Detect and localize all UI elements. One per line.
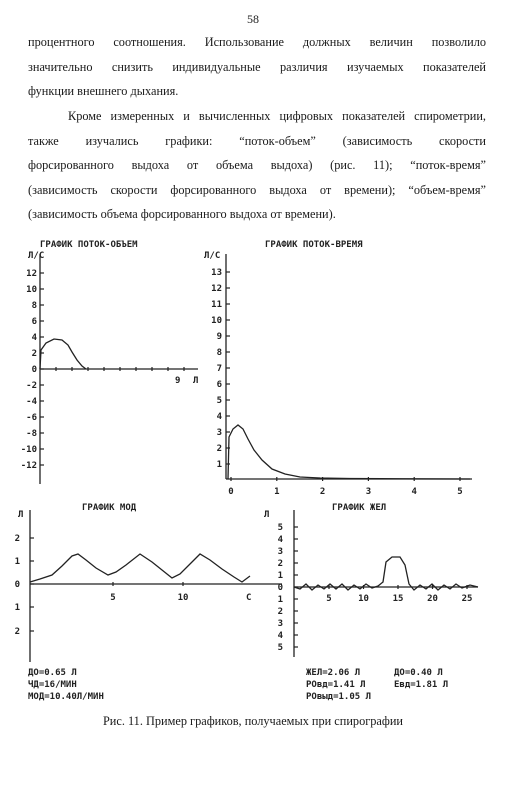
paragraph-line: процентного соотношения. Использование должных величин позволило (28, 35, 486, 49)
flow-volume-x-tick: 9 (175, 376, 181, 386)
flow-time-panel (204, 240, 472, 497)
paragraph-2 (28, 104, 486, 227)
readout-expiratory-reserve: РОвыд=1.05 Л (306, 692, 372, 702)
flow-volume-title: ГРАФИК ПОТОК-ОБЪЕМ (40, 240, 138, 250)
paragraph-line: также изучались графики: “поток-объем” (зависимость скорости (28, 133, 486, 148)
flow-volume-y-tick-label: -12 (20, 461, 37, 471)
flow-volume-y-tick-label: -6 (26, 413, 37, 423)
mvv-y-ticks (15, 534, 34, 637)
flow-volume-y-tick-label: -8 (26, 429, 37, 439)
mvv-y-tick-label: 1 (14, 557, 20, 567)
vc-y-tick-label: 1 (277, 595, 283, 605)
mvv-y-unit: Л (18, 510, 24, 520)
readout-tidal-volume-2: ДО=0.40 Л (394, 668, 443, 678)
flow-time-x-tick-label: 1 (274, 487, 280, 497)
flow-time-y-tick-label: 5 (216, 396, 222, 406)
mvv-y-tick-label: 2 (14, 534, 20, 544)
flow-time-x-tick-label: 0 (228, 487, 234, 497)
flow-time-y-tick-label: 11 (211, 300, 222, 310)
paragraph-line: Кроме измеренных и вычисленных цифровых показателей спирометрии, (68, 109, 486, 123)
vc-y-tick-label: 4 (277, 535, 283, 545)
flow-volume-y-tick-label: 4 (31, 333, 37, 343)
mvv-x-ticks (110, 582, 188, 603)
vc-y-tick-label: 3 (277, 619, 283, 629)
vc-x-tick-label: 10 (358, 594, 369, 604)
flow-volume-x-unit: Л (193, 376, 199, 386)
mvv-y-tick-label: 1 (14, 603, 20, 613)
vc-panel (264, 503, 478, 657)
flow-time-y-tick-label: 3 (216, 428, 222, 438)
flow-time-title: ГРАФИК ПОТОК-ВРЕМЯ (265, 240, 363, 250)
flow-time-y-tick-label: 1 (216, 460, 222, 470)
mvv-panel (15, 503, 282, 662)
page-number: 58 (247, 12, 259, 26)
readout-inspiratory-reserve: РОвд=1.41 Л (306, 680, 366, 690)
flow-time-y-tick-label: 9 (216, 332, 222, 342)
vc-x-tick-label: 20 (427, 594, 438, 604)
flow-time-x-tick-label: 5 (457, 487, 463, 497)
readout-tidal-volume: ДО=0.65 Л (28, 668, 77, 678)
mvv-title: ГРАФИК МОД (82, 503, 137, 513)
flow-volume-y-tick-label: 12 (26, 269, 37, 279)
flow-time-y-tick-label: 2 (216, 444, 222, 454)
vc-title: ГРАФИК ЖЕЛ (332, 503, 387, 513)
vc-curve (294, 557, 478, 590)
flow-time-y-tick-label: 4 (216, 412, 222, 422)
mvv-x-tick-label: 10 (177, 593, 189, 603)
flow-volume-y-tick-label: 8 (31, 301, 37, 311)
vc-y-tick-label: 2 (277, 607, 283, 617)
vc-y-tick-label: 5 (277, 643, 283, 653)
mvv-y-tick-label: 0 (14, 580, 20, 590)
readout-minute-volume: МОД=10.40Л/МИН (28, 692, 104, 702)
flow-time-y-unit: Л/С (204, 251, 221, 261)
paragraph-line: значительно снизить индивидуальные различия изучаемых показателей (28, 59, 486, 74)
spirography-figure (0, 232, 506, 712)
vc-x-tick-label: 5 (326, 594, 332, 604)
vc-y-tick-label: 1 (277, 571, 283, 581)
flow-time-y-tick-label: 6 (216, 380, 222, 390)
flow-time-y-tick-label: 7 (216, 364, 222, 374)
paragraph-line: форсированного выдоха от объема выдоха) (рис. 11); “поток-время” (28, 158, 486, 173)
flow-time-curve (228, 425, 470, 479)
readouts-right (306, 668, 448, 702)
vc-x-tick-label: 15 (392, 594, 404, 604)
vc-y-unit: Л (264, 510, 270, 520)
readouts-left (28, 668, 104, 702)
flow-volume-y-tick-label: 10 (26, 285, 37, 295)
vc-y-tick-label: 5 (277, 523, 283, 533)
flow-volume-y-tick-label: -2 (26, 381, 37, 391)
vc-y-tick-label: 4 (277, 631, 283, 641)
flow-time-y-tick-label: 12 (211, 284, 222, 294)
readout-vital-capacity: ЖЕЛ=2.06 Л (306, 668, 361, 678)
flow-time-y-tick-label: 13 (211, 268, 222, 278)
flow-volume-y-tick-label: 0 (31, 365, 37, 375)
vc-y-tick-label: 3 (277, 547, 283, 557)
vc-x-tick-label: 25 (461, 594, 473, 604)
mvv-curve (30, 554, 250, 582)
mvv-y-tick-label: 2 (14, 627, 20, 637)
flow-time-x-tick-label: 3 (365, 487, 372, 497)
flow-volume-y-tick-label: 6 (31, 317, 37, 327)
vc-y-tick-label: 2 (277, 559, 283, 569)
flow-time-y-tick-label: 10 (211, 316, 222, 326)
flow-volume-panel (21, 240, 199, 484)
flow-time-x-ticks (228, 477, 462, 497)
flow-time-y-ticks (211, 268, 230, 470)
flow-volume-y-tick-label: -4 (26, 397, 37, 407)
flow-time-y-tick-label: 8 (216, 348, 222, 358)
flow-volume-curve (40, 339, 86, 369)
vc-y-tick-label: 0 (277, 583, 283, 593)
flow-volume-y-unit: Л/С (28, 251, 45, 261)
readout-inspiratory-capacity: Евд=1.81 Л (394, 680, 449, 690)
readout-respiratory-rate: ЧД=16/МИН (28, 680, 77, 690)
vc-y-ticks (278, 523, 298, 653)
paragraph-1 (28, 30, 486, 104)
paragraph-line: (зависимость скорости форсированного выдоха от времени); “объем-время” (28, 182, 486, 197)
flow-volume-y-tick-label: -10 (20, 445, 37, 455)
mvv-x-tick-label: 5 (110, 593, 116, 603)
paragraph-line: функции внешнего дыхания. (28, 84, 179, 99)
flow-time-x-tick-label: 2 (319, 487, 326, 497)
flow-volume-y-tick-label: 2 (31, 349, 37, 359)
paragraph-line: (зависимость объема форсированного выдоха от времени). (28, 207, 336, 222)
flow-time-x-tick-label: 4 (411, 487, 417, 497)
figure-caption: Рис. 11. Пример графиков, получаемых при спирографии (102, 714, 404, 728)
mvv-x-unit: С (246, 593, 252, 603)
